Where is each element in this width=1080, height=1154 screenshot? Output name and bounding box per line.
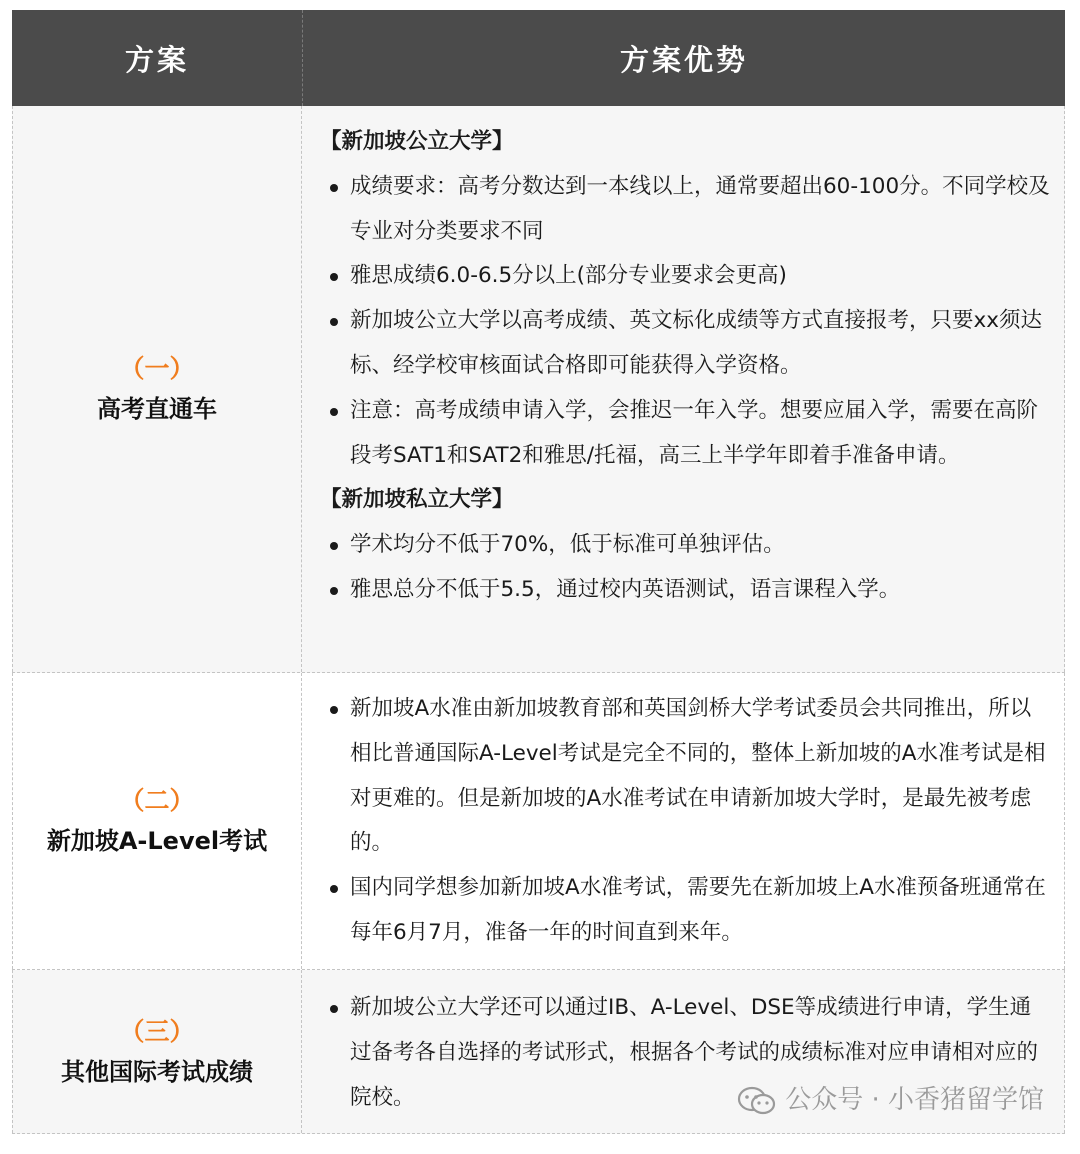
list-item: 学术均分不低于70%，低于标准可单独评估。 <box>320 523 1050 568</box>
bullet-list <box>320 523 1050 613</box>
header-plan: 方案 <box>12 10 303 106</box>
list-item: 新加坡公立大学以高考成绩、英文标化成绩等方式直接报考，只要xx须达标、经学校审核面试合格即可能获得入学资格。 <box>320 299 1050 389</box>
plan-cell <box>12 970 302 1133</box>
advantage-cell <box>302 970 1065 1133</box>
list-item: 新加坡公立大学还可以通过IB、A-Level、DSE等成绩进行申请，学生通过备考各自选择的考试形式，根据各个考试的成绩标准对应申请相对应的院校。 <box>320 986 1050 1120</box>
bullet-icon <box>330 542 338 550</box>
plan-name: 高考直通车 <box>97 395 217 423</box>
table-row <box>12 970 1065 1134</box>
header-advantage: 方案优势 <box>619 42 748 77</box>
bullet-icon <box>330 318 338 326</box>
plan-cell <box>12 673 302 969</box>
plan-number: （三） <box>119 1016 195 1046</box>
table-header <box>12 10 1065 106</box>
bullet-icon <box>330 408 338 416</box>
list-item: 雅思成绩6.0-6.5分以上(部分专业要求会更高) <box>320 254 1050 299</box>
list-item: 注意：高考成绩申请入学，会推迟一年入学。想要应届入学，需要在高阶段考SAT1和SAT2和雅思/托福，高三上半学年即着手准备申请。 <box>320 389 1050 479</box>
advantage-cell <box>302 106 1065 672</box>
list-item: 雅思总分不低于5.5，通过校内英语测试，语言课程入学。 <box>320 568 1050 613</box>
plan-name: 新加坡A-Level考试 <box>46 827 268 855</box>
table-row <box>12 673 1065 970</box>
list-item: 国内同学想参加新加坡A水准考试，需要先在新加坡上A水准预备班通常在每年6月7月，准备一年的时间直到来年。 <box>320 866 1050 956</box>
table-row <box>12 106 1065 673</box>
advantage-cell <box>302 673 1065 969</box>
section-title: 【新加坡公立大学】 <box>320 129 514 154</box>
bullet-icon <box>330 587 338 595</box>
bullet-icon <box>330 1005 338 1013</box>
plan-number: （二） <box>119 786 195 815</box>
bullet-list <box>320 165 1050 479</box>
wechat-icon <box>737 1086 777 1116</box>
watermark <box>737 1078 1044 1123</box>
bullet-icon <box>330 706 338 714</box>
plan-cell <box>12 106 302 672</box>
bullet-icon <box>330 885 338 893</box>
list-item: 新加坡A水准由新加坡教育部和英国剑桥大学考试委员会共同推出，所以相比普通国际A-Level考试是完全不同的，整体上新加坡的A水准考试是相对更难的。但是新加坡的A水准考试在申请新加坡大学时，是最先被考虑的。 <box>320 687 1050 866</box>
comparison-table <box>12 10 1065 1134</box>
plan-name: 其他国际考试成绩 <box>61 1057 253 1086</box>
section-title: 【新加坡私立大学】 <box>320 487 514 513</box>
list-item: 成绩要求：高考分数达到一本线以上，通常要超出60-100分。不同学校及专业对分类要求不同 <box>320 165 1050 255</box>
watermark-text: 公众号 · 小香猪留学馆 <box>785 1085 1044 1116</box>
plan-number: （一） <box>119 354 195 383</box>
bullet-list <box>320 687 1050 956</box>
bullet-icon <box>330 273 338 281</box>
bullet-icon <box>330 184 338 192</box>
